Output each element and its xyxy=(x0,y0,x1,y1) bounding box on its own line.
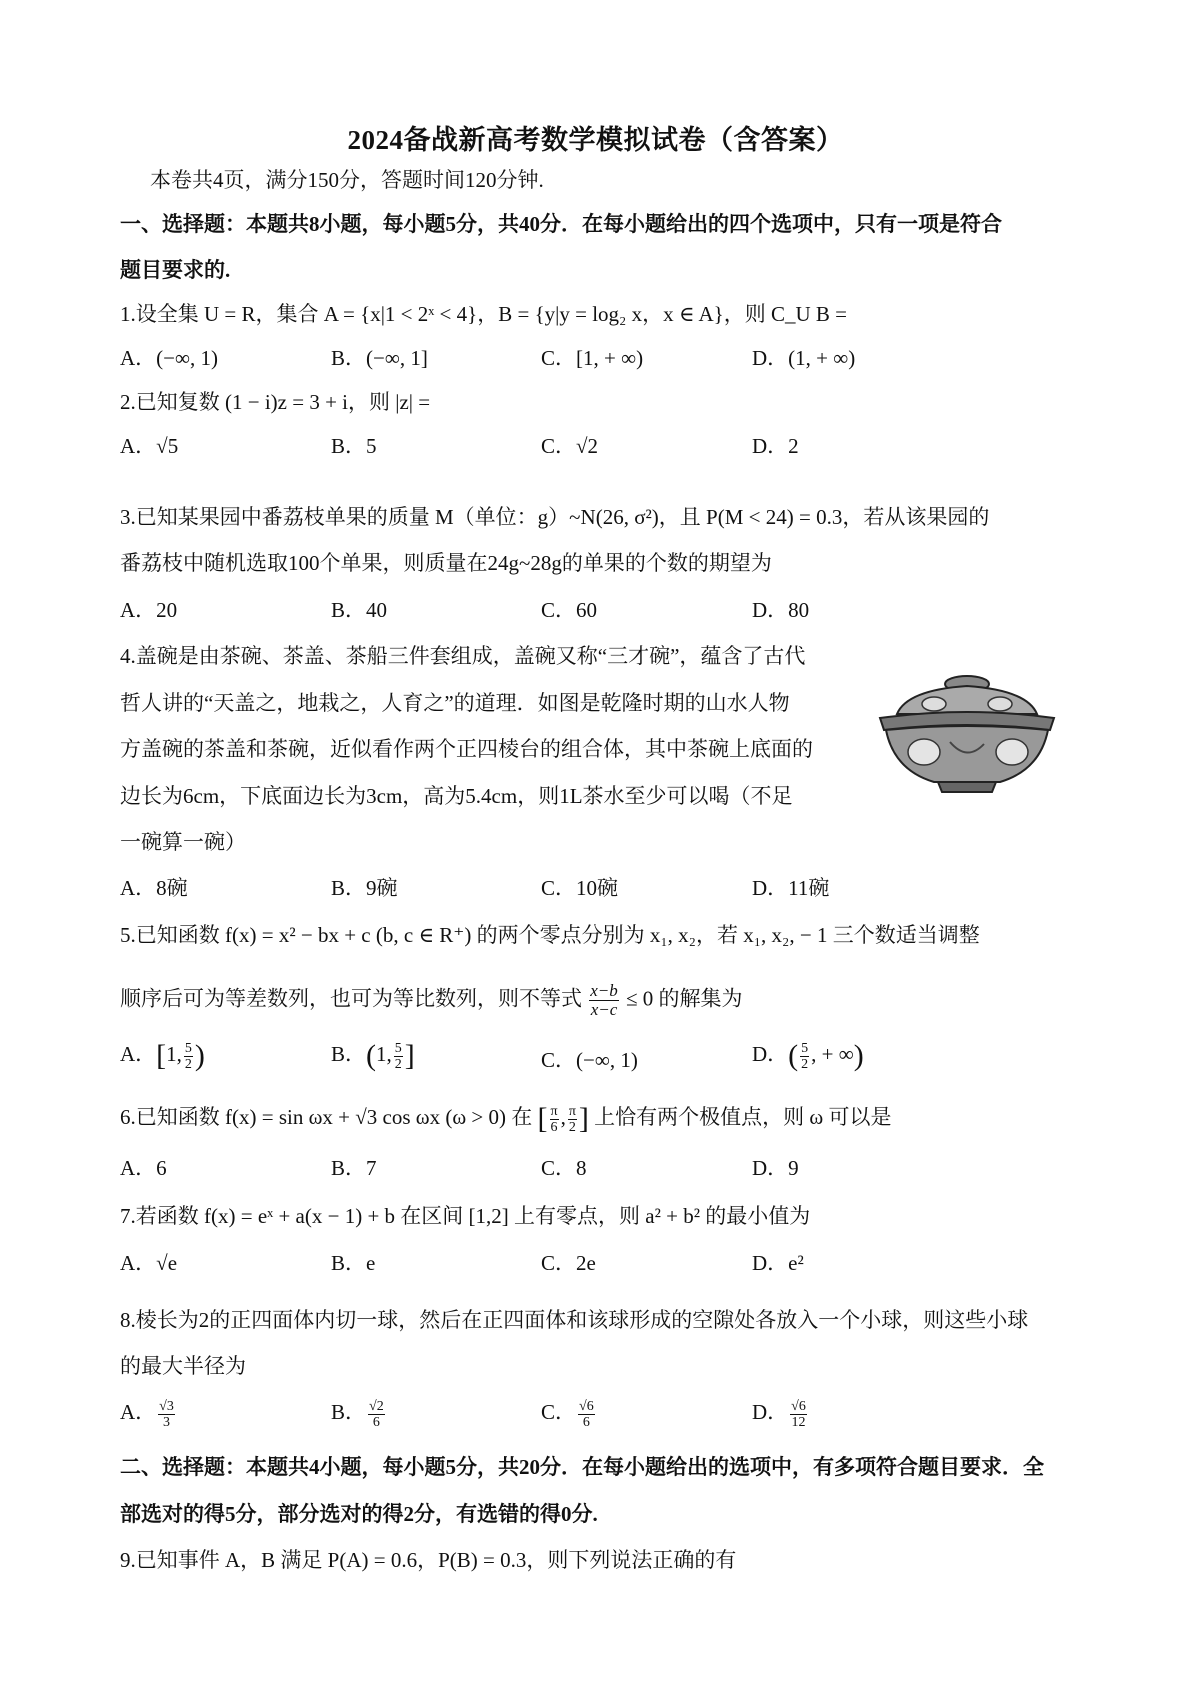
q4-stem-line5: 一碗算一碗） xyxy=(120,830,246,854)
q5-option-a-label: A． xyxy=(120,1042,157,1066)
q6-option-a: A．6 xyxy=(120,1156,167,1180)
q2-stem: 2.已知复数 (1 − i)z = 3 + i，则 |z| = xyxy=(120,390,431,414)
q6-option-b: B．7 xyxy=(331,1156,377,1180)
q8-option-c xyxy=(541,1398,597,1430)
q5-option-a-fraction xyxy=(184,1041,193,1072)
q6-interval-left-bracket: [ xyxy=(537,1102,548,1136)
q8-option-d-den: 12 xyxy=(791,1414,806,1430)
q5-option-b-left-bracket: ( xyxy=(366,1039,377,1073)
q4-stem-line1: 4.盖碗是由茶碗、茶盖、茶船三件套组成，盖碗又称“三才碗”，蕴含了古代 xyxy=(120,644,806,668)
q8-option-c-den: 6 xyxy=(582,1414,590,1430)
q4-option-a: A．8碗 xyxy=(120,876,188,900)
section2-heading-line2: 部选对的得5分，部分选对的得2分，有选错的得0分. xyxy=(120,1502,598,1526)
q7-option-a: A．√e xyxy=(120,1251,178,1275)
q2-option-a: A．√5 xyxy=(120,434,179,458)
q1-option-c: C．[1, + ∞) xyxy=(541,346,644,370)
section2-heading-line1: 二、选择题：本题共4小题，每小题5分，共20分．在每小题给出的选项中，有多项符合题目要求．全 xyxy=(120,1455,1044,1479)
q5-option-d-num: 5 xyxy=(801,1040,809,1056)
q5-option-d-den: 2 xyxy=(801,1056,809,1072)
q5-option-d-right-bracket: ) xyxy=(853,1039,864,1073)
q7-option-c: C．2e xyxy=(541,1251,596,1275)
q6-interval-right-bracket: ] xyxy=(578,1102,589,1136)
q8-stem-line2: 的最大半径为 xyxy=(120,1354,246,1378)
q5-option-a-den: 2 xyxy=(184,1056,192,1072)
q3-option-c: C．60 xyxy=(541,598,598,622)
q8-option-d-label: D． xyxy=(752,1400,789,1424)
gaiwan-bowl-illustration xyxy=(872,652,1062,802)
page-title: 2024备战新高考数学模拟试卷（含答案） xyxy=(347,125,844,155)
q6-option-d: D．9 xyxy=(752,1156,799,1180)
q6-lower-num: π xyxy=(550,1103,558,1119)
q5-option-a-left-bracket: [ xyxy=(156,1039,167,1073)
q6-option-c: C．8 xyxy=(541,1156,587,1180)
q5-option-d-fraction xyxy=(800,1041,809,1072)
q3-option-a: A．20 xyxy=(120,598,178,622)
section1-heading-line1: 一、选择题：本题共8小题，每小题5分，共40分．在每小题给出的四个选项中，只有一项是符合 xyxy=(120,212,1002,236)
q8-stem-line1: 8.棱长为2的正四面体内切一球，然后在正四面体和该球形成的空隙处各放入一个小球，则这些小球 xyxy=(120,1308,1029,1332)
q6-lower-den: 6 xyxy=(550,1119,558,1135)
q5-option-b-num: 5 xyxy=(394,1040,402,1056)
q8-option-a-num: √3 xyxy=(159,1398,174,1414)
q3-stem-line2: 番荔枝中随机选取100个单果，则质量在24g~28g的单果的个数的期望为 xyxy=(120,551,772,575)
q6-interval-separator: , xyxy=(560,1105,566,1129)
exam-intro: 本卷共4页，满分150分，答题时间120分钟. xyxy=(150,168,544,192)
q2-option-b: B．5 xyxy=(331,434,377,458)
q5-option-b-lower: 1, xyxy=(376,1042,392,1066)
q8-option-b-num: √2 xyxy=(369,1398,384,1414)
q1-option-a: A．(−∞, 1) xyxy=(120,346,218,370)
q4-option-c: C．10碗 xyxy=(541,876,619,900)
q8-option-c-num: √6 xyxy=(579,1398,594,1414)
q5-option-d-upper: , + ∞ xyxy=(811,1042,854,1066)
q5-fraction-denominator: x−c xyxy=(590,1000,618,1019)
q5-option-b-right-bracket: ] xyxy=(404,1039,415,1073)
q8-option-a-fraction xyxy=(158,1399,175,1430)
q5-option-b-label: B． xyxy=(331,1042,367,1066)
q3-option-b: B．40 xyxy=(331,598,388,622)
section1-heading-line2: 题目要求的. xyxy=(120,258,231,282)
q3-stem-line1: 3.已知某果园中番荔枝单果的质量 M（单位：g）~N(26, σ²)，且 P(M < 24) = 0.3，若从该果园的 xyxy=(120,505,990,529)
q6-stem-text: 6.已知函数 f(x) = sin ωx + √3 cos ωx (ω > 0) 在 xyxy=(120,1105,533,1129)
q4-option-d: D．11碗 xyxy=(752,876,830,900)
q5-stem-line2 xyxy=(120,982,743,1019)
q5-option-b-fraction xyxy=(394,1041,403,1072)
q6-stem xyxy=(120,1103,891,1135)
q6-interval-lower xyxy=(550,1104,559,1135)
q5-stem-line2-end: ≤ 0 的解集为 xyxy=(626,986,743,1011)
q5-stem-line1: 5.已知函数 f(x) = x² − bx + c (b, c ∈ R⁺) 的两个零点分别为 x₁, x₂，若 x₁, x₂, − 1 三个数适当调整 xyxy=(120,923,980,947)
q5-inequality-fraction xyxy=(589,982,619,1019)
q7-option-b: B．e xyxy=(331,1251,376,1275)
q8-option-b xyxy=(331,1398,387,1430)
q5-option-a xyxy=(120,1040,205,1072)
q8-option-b-fraction xyxy=(368,1399,385,1430)
q7-option-d: D．e² xyxy=(752,1251,804,1275)
q6-upper-den: 2 xyxy=(568,1119,576,1135)
q8-option-a-label: A． xyxy=(120,1400,157,1424)
q5-option-b-den: 2 xyxy=(394,1056,402,1072)
q9-stem: 9.已知事件 A，B 满足 P(A) = 0.6，P(B) = 0.3，则下列说法正确的有 xyxy=(120,1548,737,1572)
q1-option-d: D．(1, + ∞) xyxy=(752,346,856,370)
q5-fraction-numerator: x−b xyxy=(590,981,618,1000)
q8-option-d xyxy=(752,1398,809,1430)
q8-option-d-fraction xyxy=(790,1399,807,1430)
q5-option-d-left-bracket: ( xyxy=(788,1039,799,1073)
q8-option-a-den: 3 xyxy=(163,1414,171,1430)
q1-stem: 1.设全集 U = R，集合 A = {x|1 < 2ˣ < 4}，B = {y|y = log₂ x，x ∈ A}，则 C_U B = xyxy=(120,302,848,326)
q8-option-d-num: √6 xyxy=(791,1398,806,1414)
q3-option-d: D．80 xyxy=(752,598,810,622)
q5-stem-line2-text: 顺序后可为等差数列，也可为等比数列，则不等式 xyxy=(120,986,582,1011)
q4-stem-line2: 哲人讲的“天盖之，地栽之，人育之”的道理．如图是乾隆时期的山水人物 xyxy=(120,691,790,715)
q2-option-d: D．2 xyxy=(752,434,799,458)
q5-option-b xyxy=(331,1040,415,1072)
q6-stem-end: 上恰有两个极值点，则 ω 可以是 xyxy=(594,1105,892,1129)
q1-option-b: B．(−∞, 1] xyxy=(331,346,428,370)
q7-stem: 7.若函数 f(x) = eˣ + a(x − 1) + b 在区间 [1,2] 上有零点，则 a² + b² 的最小值为 xyxy=(120,1204,811,1228)
q8-option-c-label: C． xyxy=(541,1400,577,1424)
q6-upper-num: π xyxy=(568,1103,576,1119)
q8-option-a xyxy=(120,1398,177,1430)
q8-option-b-den: 6 xyxy=(372,1414,380,1430)
q4-stem-line3: 方盖碗的茶盖和茶碗，近似看作两个正四棱台的组合体，其中茶碗上底面的 xyxy=(120,737,813,761)
q5-option-a-right-bracket: ) xyxy=(194,1039,205,1073)
q5-option-d xyxy=(752,1040,864,1072)
q2-option-c: C．√2 xyxy=(541,434,599,458)
q5-option-a-lower: 1, xyxy=(166,1042,182,1066)
q4-stem-line4: 边长为6cm，下底面边长为3cm，高为5.4cm，则1L茶水至少可以喝（不足 xyxy=(120,784,793,808)
q6-interval-upper xyxy=(568,1104,577,1135)
q5-option-a-num: 5 xyxy=(184,1040,192,1056)
q8-option-c-fraction xyxy=(578,1399,595,1430)
q8-option-b-label: B． xyxy=(331,1400,367,1424)
q5-option-c: C．(−∞, 1) xyxy=(541,1048,638,1072)
q5-option-d-label: D． xyxy=(752,1042,789,1066)
q4-option-b: B．9碗 xyxy=(331,876,398,900)
